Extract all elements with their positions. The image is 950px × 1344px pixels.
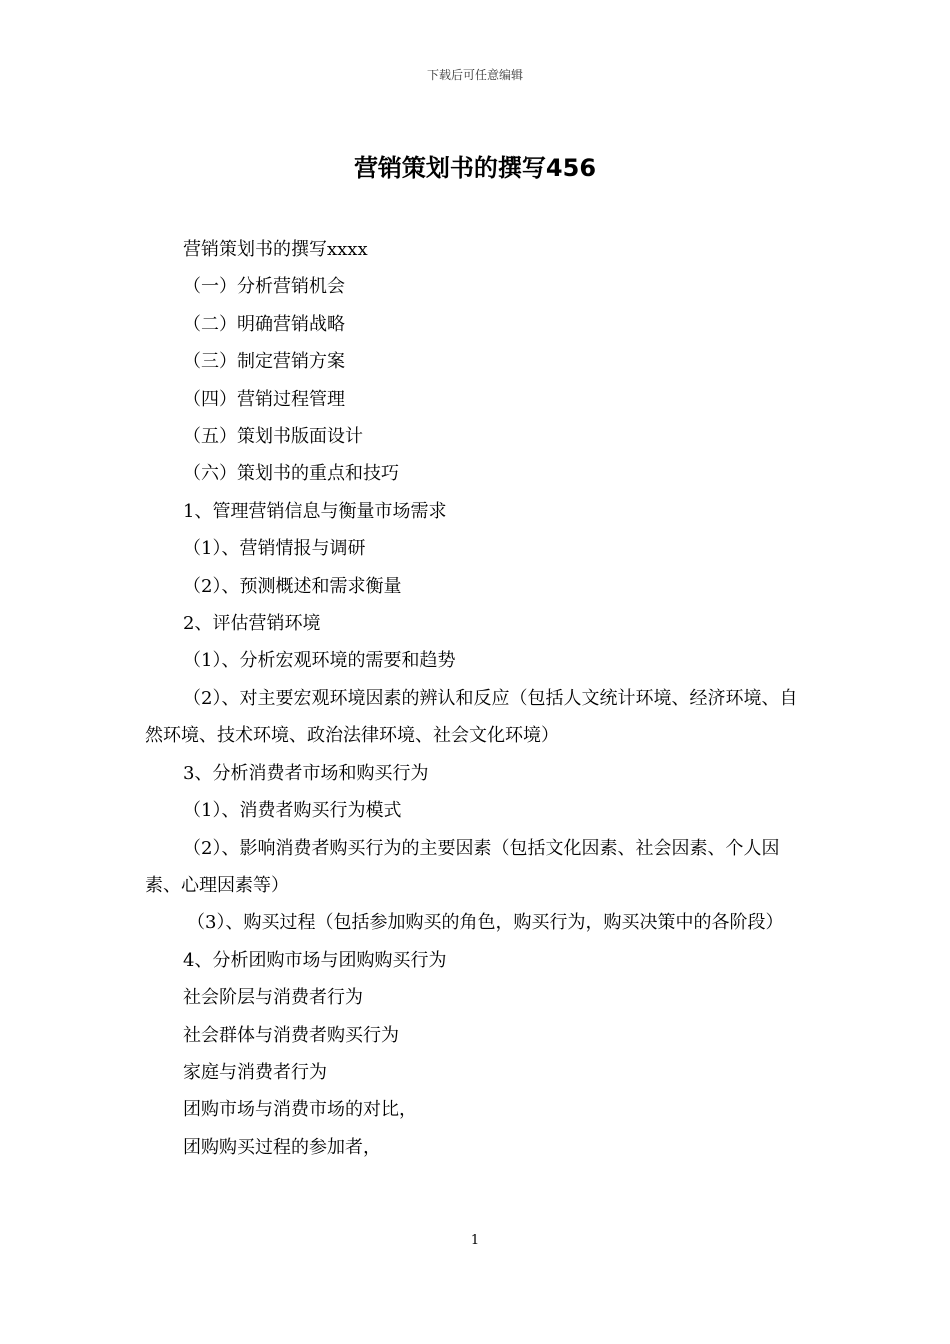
document-body <box>145 231 815 1166</box>
paragraph: （五）策划书版面设计 <box>183 426 363 448</box>
document-title: 营销策划书的撰写456 <box>353 154 597 182</box>
paragraph: 1、管理营销信息与衡量市场需求 <box>183 500 447 522</box>
paragraph: （六）策划书的重点和技巧 <box>183 463 399 485</box>
paragraph: 团购购买过程的参加者， <box>183 1136 381 1158</box>
paragraph: 团购市场与消费市场的对比， <box>183 1099 417 1121</box>
paragraph: （三）制定营销方案 <box>183 351 345 373</box>
paragraph: （四）营销过程管理 <box>183 388 345 410</box>
paragraph: （2）、对主要宏观环境因素的辨认和反应（包括人文统计环境、经济环境、自然环境、技术环境、政治法律环境、社会文化环境） <box>145 687 798 747</box>
page-number: 1 <box>470 1233 480 1248</box>
paragraph: （1）、分析宏观环境的需要和趋势 <box>183 650 456 672</box>
paragraph: 家庭与消费者行为 <box>183 1061 327 1083</box>
paragraph: （1）、营销情报与调研 <box>183 538 366 560</box>
paragraph: （3）、购买过程（包括参加购买的角色，购买行为，购买决策中的各阶段） <box>187 912 784 934</box>
paragraph: 社会阶层与消费者行为 <box>183 987 363 1009</box>
paragraph: （1）、消费者购买行为模式 <box>183 800 402 822</box>
paragraph: 3、分析消费者市场和购买行为 <box>183 762 429 784</box>
paragraph: 4、分析团购市场与团购购买行为 <box>183 949 447 971</box>
header-note: 下载后可任意编辑 <box>426 68 523 82</box>
paragraph: 营销策划书的撰写xxxx <box>183 239 368 260</box>
paragraph: （一）分析营销机会 <box>183 276 345 298</box>
paragraph: （2）、预测概述和需求衡量 <box>183 575 402 597</box>
paragraph: 社会群体与消费者购买行为 <box>183 1024 399 1046</box>
paragraph: （二）明确营销战略 <box>183 313 345 335</box>
paragraph: 2、评估营销环境 <box>183 613 321 635</box>
paragraph: （2）、影响消费者购买行为的主要因素（包括文化因素、社会因素、个人因素、心理因素等） <box>145 837 780 896</box>
